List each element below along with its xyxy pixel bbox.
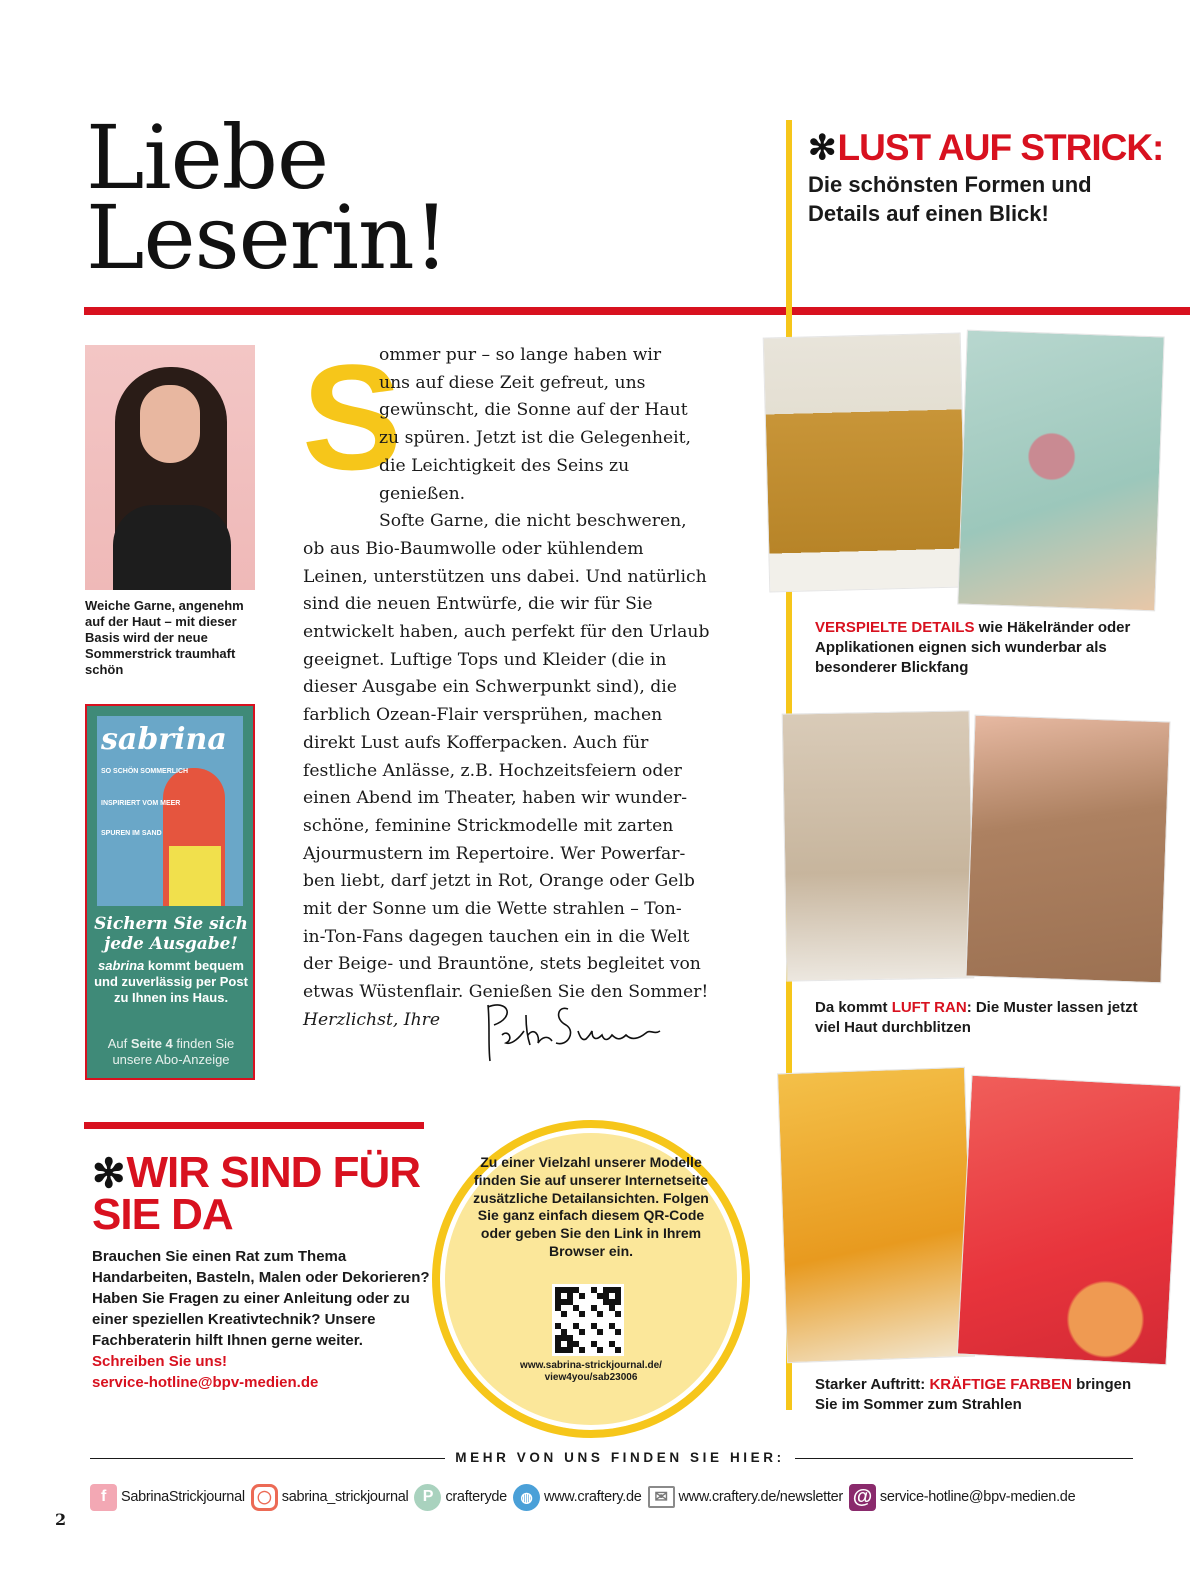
social-links xyxy=(90,1480,1150,1514)
facebook-link[interactable]: f SabrinaStrickjournal xyxy=(90,1484,245,1511)
pinterest-icon: P xyxy=(414,1484,441,1511)
instagram-icon: ◯ xyxy=(251,1484,278,1511)
at-icon: @ xyxy=(849,1484,876,1511)
page-number: 2 xyxy=(55,1510,67,1529)
footer-label: MEHR VON UNS FINDEN SIE HIER: xyxy=(455,1450,785,1465)
divider-service xyxy=(84,1122,424,1129)
right-header xyxy=(808,128,1188,228)
qr-url[interactable]: www.sabrina-strickjournal.de/ view4you/sab23006 xyxy=(520,1360,662,1383)
cover-tag-1: SO SCHÖN SOMMERLICH xyxy=(101,768,189,775)
service-email-link[interactable]: service-hotline@bpv-medien.de xyxy=(92,1374,319,1391)
service-title: ✻WIR SIND FÜR SIE DA xyxy=(92,1148,421,1239)
right-header-title: LUST AUF STRICK: xyxy=(837,127,1164,168)
globe-icon: ◍ xyxy=(513,1484,540,1511)
cover-headline: Sichern Sie sich jede Ausgabe! xyxy=(94,914,248,954)
letter-text: ommer pur – so lange haben wir uns auf diese Zeit gefreut, uns gewünscht, die Sonne auf der Haut zu spüren. Jetzt ist die Gelegenheit, die Leichtigkeit des Seins zu genießen. Softe Garne, die nicht beschweren, ob aus Bio-Baumwolle oder kühlendem Leinen, unterstützen uns dabei. Und natürlich sind die neuen Entwürfe, die wir für Sie entwickelt haben, auch perfekt für den Urlaub geeignet. Luftige Tops und Kleider (die in dieser Ausgabe ein Schwerpunkt sind), die farblich Ozean-Flair versprühen, machen direkt Lust aufs Kofferpacken. Auch für festliche Anlässe, z.B. Hochzeitsfeiern oder einen Abend im Theater, haben wir wunder- schöne, feminine Strickmodelle mit zarten Ajourmustern im Repertoire. Wer Powerfar- ben liebt, darf jetzt in Rot, Orange oder Gelb mit der Sonne um die Wette strahlen – Ton- in-Ton-Fans dagegen tauchen ein in die Welt der Beige- und Brauntöne, stets begleitet von etwas Wüstenflair. Genießen Sie den Sommer! Herzlichst, Ihre xyxy=(303,342,713,1035)
right-header-subtitle-2: Details auf einen Blick! xyxy=(808,201,1049,226)
qr-code[interactable] xyxy=(552,1284,624,1356)
qr-circle-text: Zu einer Vielzahl unserer Modelle finden Sie auf unserer Internetseite zusätzliche Detailansichten. Folgen Sie ganz einfach diesem QR-Code oder geben Sie den Link in Ihrem Browser ein. xyxy=(473,1154,709,1259)
right-header-subtitle-1: Die schönsten Formen und xyxy=(808,172,1092,197)
mail-icon: ✉ xyxy=(648,1486,675,1508)
cover-image xyxy=(97,716,243,906)
caption-luft: Da kommt LUFT RAN: Die Muster lassen jetzt viel Haut durchblitzen xyxy=(815,999,1138,1036)
photo-red-knit xyxy=(957,1075,1181,1366)
cover-footer: Auf Seite 4 finden Sie unsere Abo-Anzeige xyxy=(107,1036,235,1067)
cover-brand: sabrina xyxy=(101,722,227,757)
cover-text: sabrina kommt bequem und zuverlässig per Post zu Ihnen ins Haus. xyxy=(94,958,248,1005)
cover-tag-3: SPUREN IM SAND xyxy=(101,830,162,837)
photo-orange-knit xyxy=(777,1067,975,1363)
service-box xyxy=(92,1148,432,1393)
newsletter-link[interactable]: ✉ www.craftery.de/newsletter xyxy=(648,1486,843,1508)
instagram-link[interactable]: ◯ sabrina_strickjournal xyxy=(251,1484,409,1511)
drop-cap: S xyxy=(302,333,403,501)
title-line-1: Liebe xyxy=(86,106,329,209)
email-link[interactable]: @ service-hotline@bpv-medien.de xyxy=(849,1484,1075,1511)
service-cta: Schreiben Sie uns! xyxy=(92,1353,228,1370)
caption-details: VERSPIELTE DETAILS wie Häkelränder oder Applikationen eignen sich wunderbar als besonderer Blickfang xyxy=(815,619,1131,676)
divider-top xyxy=(84,307,1190,315)
caption-farben: Starker Auftritt: KRÄFTIGE FARBEN bringen Sie im Sommer zum Strahlen xyxy=(815,1376,1132,1413)
editor-portrait xyxy=(85,345,255,590)
page-title xyxy=(86,106,646,289)
footer-rule-right xyxy=(795,1458,1133,1459)
facebook-icon: f xyxy=(90,1484,117,1511)
qr-module xyxy=(615,1347,621,1353)
qr-circle xyxy=(432,1120,750,1438)
portrait-caption: Weiche Garne, angenehm auf der Haut – mit dieser Basis wird der neue Sommerstrick traumhaft schön xyxy=(85,598,244,677)
photo-lace-knit-1 xyxy=(782,710,975,981)
pinterest-link[interactable]: P crafteryde xyxy=(414,1484,506,1511)
letter-signoff: Herzlichst, Ihre xyxy=(303,1009,441,1030)
title-line-2: Leserin! xyxy=(86,186,449,289)
website-link[interactable]: ◍ www.craftery.de xyxy=(513,1484,642,1511)
subscription-box[interactable] xyxy=(85,704,255,1080)
right-header-subtitle xyxy=(808,170,1188,228)
cover-tag-2: INSPIRIERT VOM MEER xyxy=(101,800,181,807)
footer-rule-left xyxy=(90,1458,445,1459)
photo-lace-knit-2 xyxy=(965,715,1170,984)
flower-icon: ✻ xyxy=(92,1152,125,1196)
service-text: Brauchen Sie einen Rat zum Thema Handarbeiten, Basteln, Malen oder Dekorieren? Haben Sie Fragen zu einer Anleitung oder zu einer speziellen Kreativtechnik? Unsere Fachberaterin hilft Ihnen gerne weiter. Schreiben Sie uns! service-hotline@bpv-medien.de xyxy=(92,1248,430,1391)
photo-crochet-edge xyxy=(763,332,968,592)
flower-icon: ✻ xyxy=(808,129,836,167)
signature xyxy=(468,995,668,1065)
photo-applique-top xyxy=(957,330,1164,612)
